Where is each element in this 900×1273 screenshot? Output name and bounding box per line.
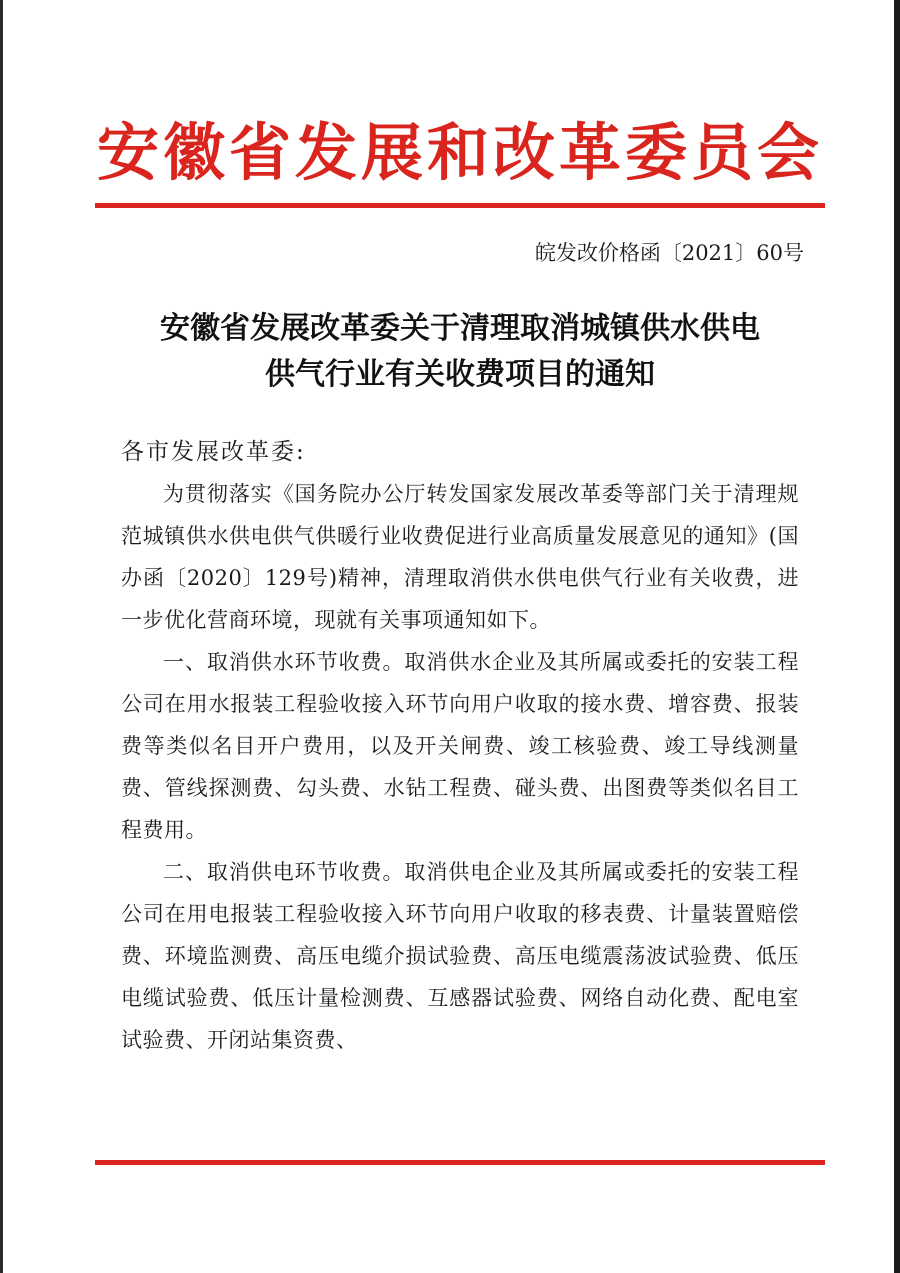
paragraph-preamble: 为贯彻落实《国务院办公厅转发国家发展改革委等部门关于清理规范城镇供水供电供气供暖行业收费促进行业高质量发展意见的通知》(国办函〔2020〕129号)精神，清理取消供水供电供气行业有关收费，进一步优化营商环境，现就有关事项通知如下。 bbox=[121, 482, 799, 632]
document-title bbox=[100, 306, 820, 398]
scan-edge-right bbox=[894, 0, 900, 1273]
salutation: 各市发展改革委: bbox=[121, 439, 306, 465]
document-number: 皖发改价格函〔2021〕60号 bbox=[534, 241, 804, 265]
letterhead-organization: 安徽省发展和改革委员会 bbox=[96, 116, 823, 189]
document-title-line-1: 安徽省发展改革委关于清理取消城镇供水供电 bbox=[160, 311, 760, 346]
paragraph-power-supply: 二、取消供电环节收费。取消供电企业及其所属或委托的安装工程公司在用电报装工程验收接入环节向用户收取的移表费、计量装置赔偿费、环境监测费、高压电缆介损试验费、高压电缆震荡波试验费、低压电缆试验费、低压计量检测费、互感器试验费、网络自动化费、配电室试验费、开闭站集资费、 bbox=[121, 860, 799, 1052]
scan-edge-left bbox=[0, 0, 3, 1273]
letterhead-red-rule bbox=[95, 203, 825, 208]
footer-red-rule bbox=[95, 1160, 825, 1165]
document-body bbox=[121, 473, 799, 1061]
document-title-line-2: 供气行业有关收费项目的通知 bbox=[265, 357, 655, 392]
paragraph-water-supply: 一、取消供水环节收费。取消供水企业及其所属或委托的安装工程公司在用水报装工程验收接入环节向用户收取的接水费、增容费、报装费等类似名目开户费用，以及开关闸费、竣工核验费、竣工导线测量费、管线探测费、勾头费、水钻工程费、碰头费、出图费等类似名目工程费用。 bbox=[121, 650, 799, 842]
